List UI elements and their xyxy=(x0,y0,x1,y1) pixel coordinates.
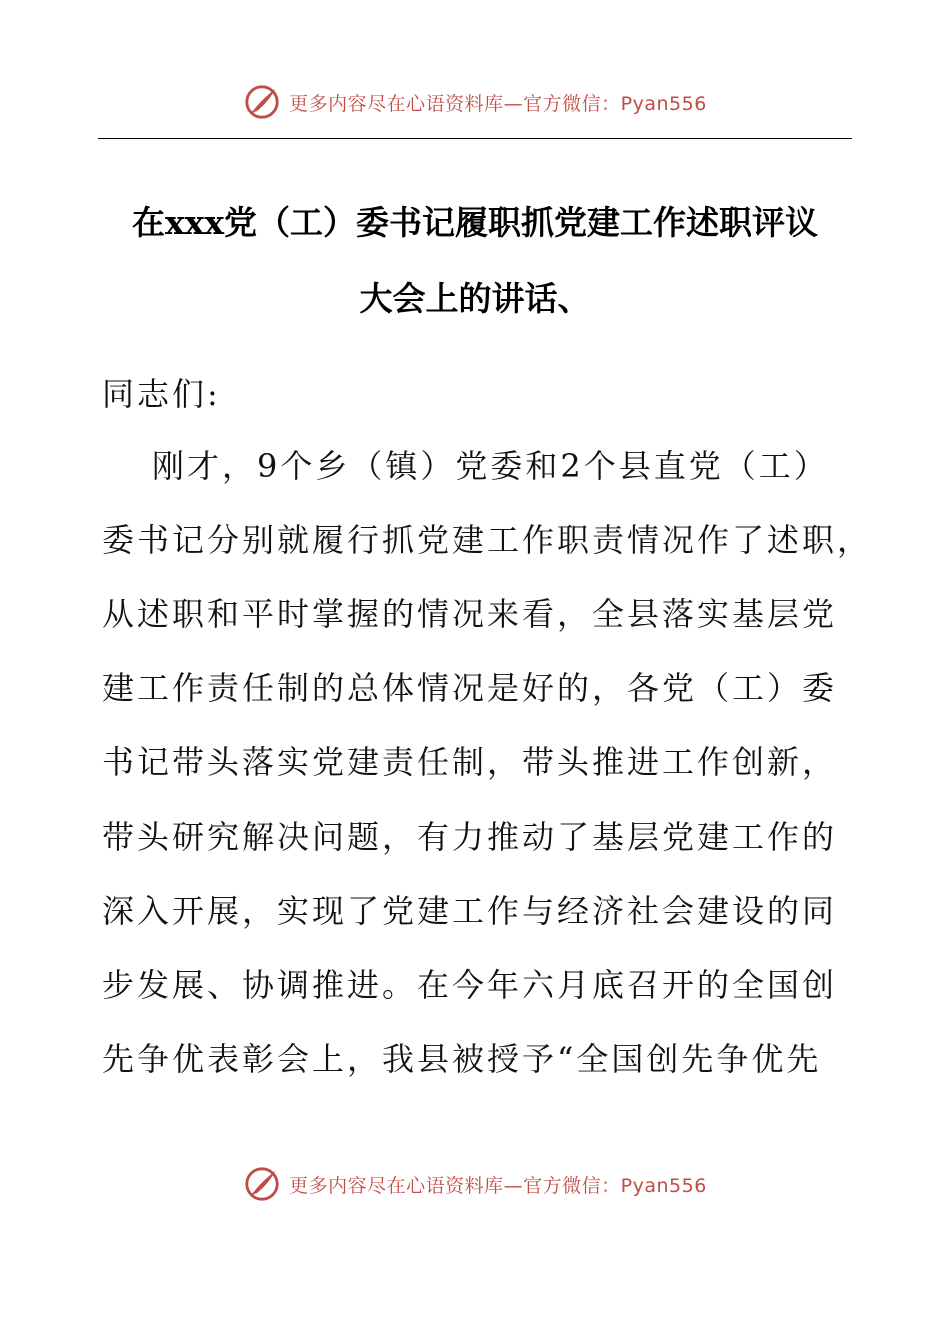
paragraph-line: 建工作责任制的总体情况是好的，各党（工）委 xyxy=(102,669,838,707)
footer-banner-text xyxy=(289,1171,707,1198)
footer-banner xyxy=(0,1162,950,1206)
paragraph-line: 带头研究解决问题，有力推动了基层党建工作的 xyxy=(102,818,838,856)
paragraph-line: 书记带头落实党建责任制，带头推进工作创新， xyxy=(102,743,838,781)
header-banner-text xyxy=(289,89,707,116)
quill-logo-icon xyxy=(243,1165,281,1203)
footer-wechat-id: Pyan556 xyxy=(620,1174,707,1197)
salutation: 同志们: xyxy=(102,375,221,413)
header-banner xyxy=(0,80,950,124)
quill-logo-icon xyxy=(243,83,281,121)
document-title-line-2: 大会上的讲话、 xyxy=(359,279,591,318)
header-wechat-id: Pyan556 xyxy=(620,92,707,115)
document-title-line-1: 在xxx党（工）委书记履职抓党建工作述职评议 xyxy=(131,203,819,242)
paragraph-line: 刚才，9个乡（镇）党委和2个县直党（工） xyxy=(152,447,829,485)
paragraph-line: 委书记分别就履行抓党建工作职责情况作了述职， xyxy=(102,521,873,559)
header-banner-label: 更多内容尽在心语资料库—官方微信： xyxy=(289,92,621,115)
paragraph-line: 从述职和平时掌握的情况来看，全县落实基层党 xyxy=(102,595,838,633)
paragraph-line: 深入开展，实现了党建工作与经济社会建设的同 xyxy=(102,892,838,930)
header-rule xyxy=(98,138,852,139)
footer-banner-label: 更多内容尽在心语资料库—官方微信： xyxy=(289,1174,621,1197)
paragraph-line: 先争优表彰会上，我县被授予“全国创先争优先 xyxy=(102,1040,822,1078)
paragraph-line: 步发展、协调推进。在今年六月底召开的全国创 xyxy=(102,966,838,1004)
